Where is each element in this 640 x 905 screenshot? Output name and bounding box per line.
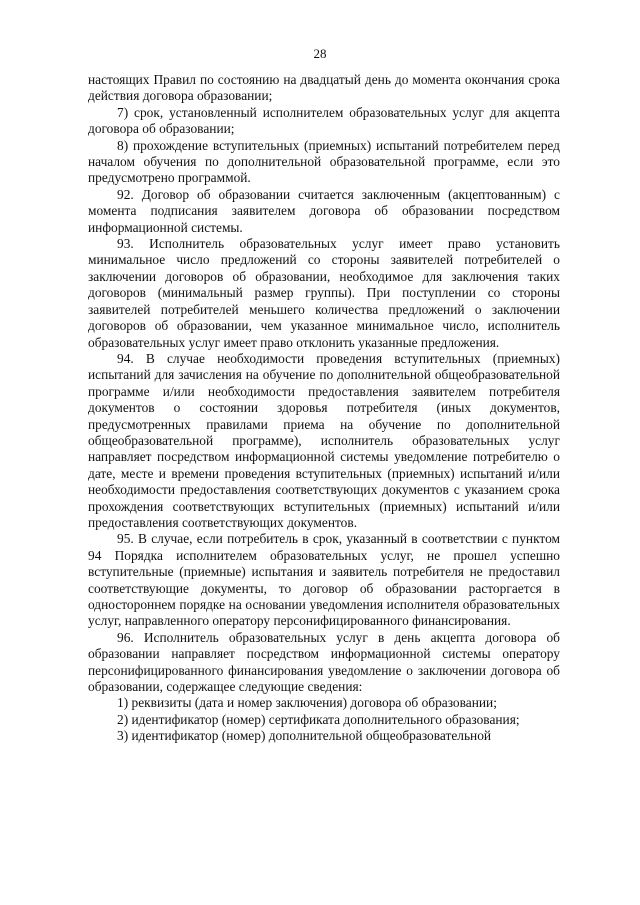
paragraph: 96. Исполнитель образовательных услуг в день акцепта договора об образовании направляет посредством информационной системы оператору персонифицированного финансирования уведомление о заключении договора об образовании, содержащее следующие сведения: <box>88 629 560 695</box>
paragraph: 92. Договор об образовании считается заключенным (акцептованным) с момента подписания заявителем договора об образовании посредством информационной системы. <box>88 186 560 235</box>
page-number: 28 <box>313 46 327 61</box>
paragraph: 8) прохождение вступительных (приемных) испытаний потребителем перед началом обучения по дополнительной образовательной программе, если это предусмотрено программой. <box>88 137 560 186</box>
document-body <box>88 72 560 745</box>
paragraph: 7) срок, установленный исполнителем образовательных услуг для акцепта договора об образовании; <box>88 104 560 137</box>
paragraph: настоящих Правил по состоянию на двадцатый день до момента окончания срока действия договора образовании; <box>88 72 560 104</box>
list-item: 3) идентификатор (номер) дополнительной общеобразовательной <box>117 728 492 744</box>
paragraph: 93. Исполнитель образовательных услуг имеет право установить минимальное число предложений со стороны заявителей потребителей о заключении договоров об образовании, необходимое для заключения таких договоров (минимальный размер группы). При поступлении со стороны заявителей потребителей меньшего количества предложений о заключении договоров об образовании, чем указанное минимальное число, исполнитель образовательных услуг имеет право отклонить указанные предложения. <box>88 236 560 350</box>
list-item: 1) реквизиты (дата и номер заключения) договора об образовании; <box>117 695 497 711</box>
list-item: 2) идентификатор (номер) сертификата дополнительного образования; <box>117 711 520 727</box>
paragraph: 94. В случае необходимости проведения вступительных (приемных) испытаний для зачисления на обучение по дополнительной общеобразовательной программе и/или необходимости предоставления заявителем потребителя документов о состоянии здоровья потребителя (иных документов, предусмотренных правилами приема на обучение по дополнительной общеобразовательной программе), исполнитель образовательных услуг направляет посредством информационной системы уведомление потребителю о дате, месте и времени проведения вступительных (приемных) испытаний и/или необходимости предоставления соответствующих документов с указанием срока прохождения соответствующих вступительных (приемных) испытаний и/или предоставления соответствующих документов. <box>88 350 560 530</box>
paragraph: 95. В случае, если потребитель в срок, указанный в соответствии с пунктом 94 Порядка исполнителем образовательных услуг, не прошел успешно вступительные (приемные) испытания и заявитель потребителя не предоставил соответствующие документы, то договор об образовании расторгается в одностороннем порядке на основании уведомления исполнителя образовательных услуг, направленного оператору персонифицированного финансирования. <box>88 531 560 629</box>
